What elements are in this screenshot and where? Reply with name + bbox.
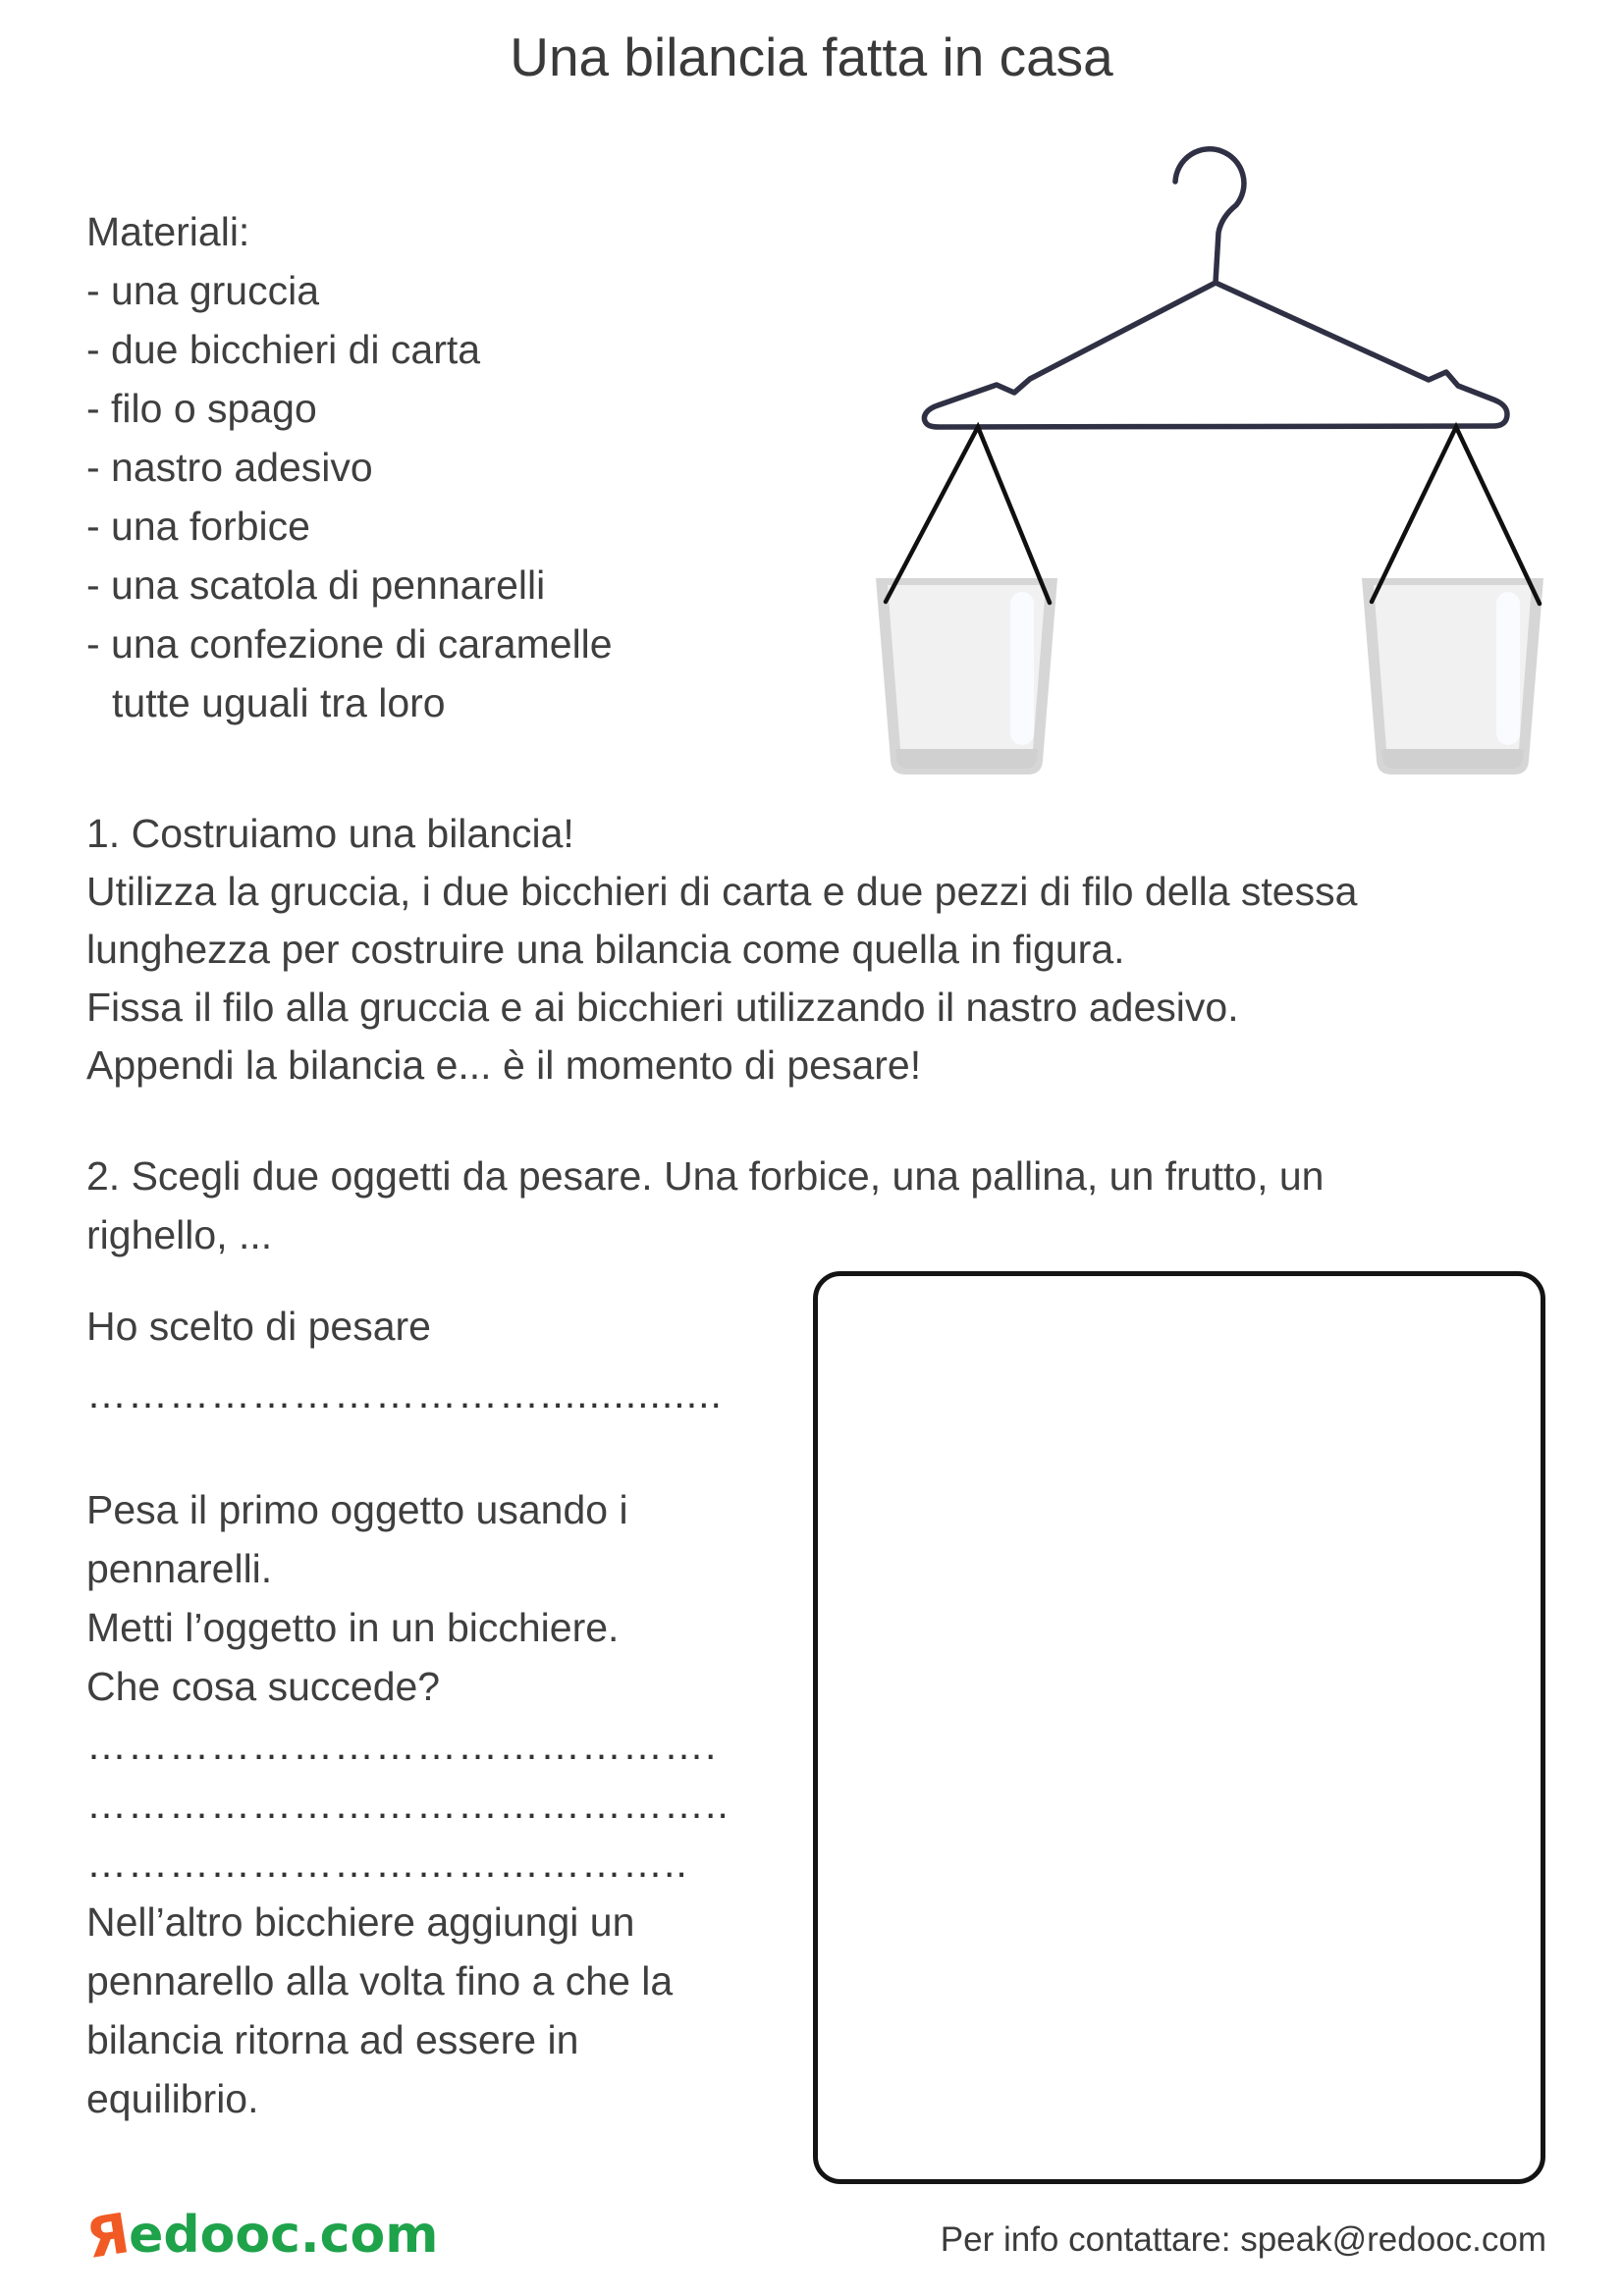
materials-list	[86, 202, 613, 732]
answer-dotted-line: ……………………………...............	[86, 1371, 723, 1416]
list-item: - filo o spago	[86, 386, 317, 431]
redooc-logo	[81, 2201, 439, 2271]
list-item: - due bicchieri di carta	[86, 327, 481, 372]
choice-prompt: Ho scelto di pesare	[86, 1304, 431, 1349]
text-line: pennarello alla volta fino a che la	[86, 1958, 674, 2003]
text-line: lunghezza per costruire una bilancia come quella in figura.	[86, 927, 1125, 972]
cup-highlight	[1496, 592, 1520, 745]
text-line: equilibrio.	[86, 2076, 259, 2121]
cup-base	[1381, 749, 1524, 769]
list-item: - una confezione di caramelle	[86, 621, 613, 667]
right-cup	[1362, 578, 1543, 774]
logo-r-icon: Я	[81, 2201, 135, 2271]
cup-highlight	[1010, 592, 1034, 745]
text-line: Appendi la bilancia e... è il momento di pesare!	[86, 1042, 922, 1088]
observation-column	[86, 1480, 813, 2128]
materials-heading: Materiali:	[86, 209, 250, 254]
list-item: - nastro adesivo	[86, 445, 373, 490]
left-cup	[876, 578, 1057, 774]
answer-dotted-line: ……………………………………..	[86, 1841, 688, 1886]
text-line: Metti l’oggetto in un bicchiere.	[86, 1605, 620, 1650]
hanger-balance-illustration	[830, 123, 1576, 800]
answer-dotted-line: ………………………………………..	[86, 1782, 730, 1827]
text-line: Fissa il filo alla gruccia e ai bicchieri utilizzando il nastro adesivo.	[86, 985, 1239, 1030]
left-string	[886, 427, 1050, 603]
section-2	[86, 1147, 1324, 1264]
text-line: bilancia ritorna ad essere in	[86, 2017, 579, 2062]
text-line: righello, ...	[86, 1212, 273, 1257]
right-string	[1372, 427, 1540, 604]
list-item: - una forbice	[86, 504, 310, 549]
section-2-heading: 2. Scegli due oggetti da pesare. Una forbice, una pallina, un frutto, un	[86, 1153, 1325, 1199]
text-line: pennarelli.	[86, 1546, 273, 1591]
list-item: - una gruccia	[86, 268, 320, 313]
text-line: Utilizza la gruccia, i due bicchieri di carta e due pezzi di filo della stessa	[86, 869, 1358, 914]
section-1	[86, 805, 1357, 1095]
section-1-heading: 1. Costruiamo una bilancia!	[86, 811, 574, 856]
text-line: Che cosa succede?	[86, 1664, 441, 1709]
text-line: Pesa il primo oggetto usando i	[86, 1487, 628, 1532]
hanger-icon	[924, 149, 1507, 427]
answer-dotted-line: ……………………………………….	[86, 1723, 718, 1768]
text-line: Nell’altro bicchiere aggiungi un	[86, 1899, 635, 1945]
drawing-box	[813, 1271, 1545, 2184]
page-title: Una bilancia fatta in casa	[510, 27, 1113, 87]
logo-text: edooc.com	[129, 2206, 439, 2265]
cup-base	[895, 749, 1038, 769]
list-item: - una scatola di pennarelli	[86, 562, 546, 608]
contact-info: Per info contattare: speak@redooc.com	[940, 2220, 1546, 2259]
list-item: tutte uguali tra loro	[112, 680, 446, 725]
